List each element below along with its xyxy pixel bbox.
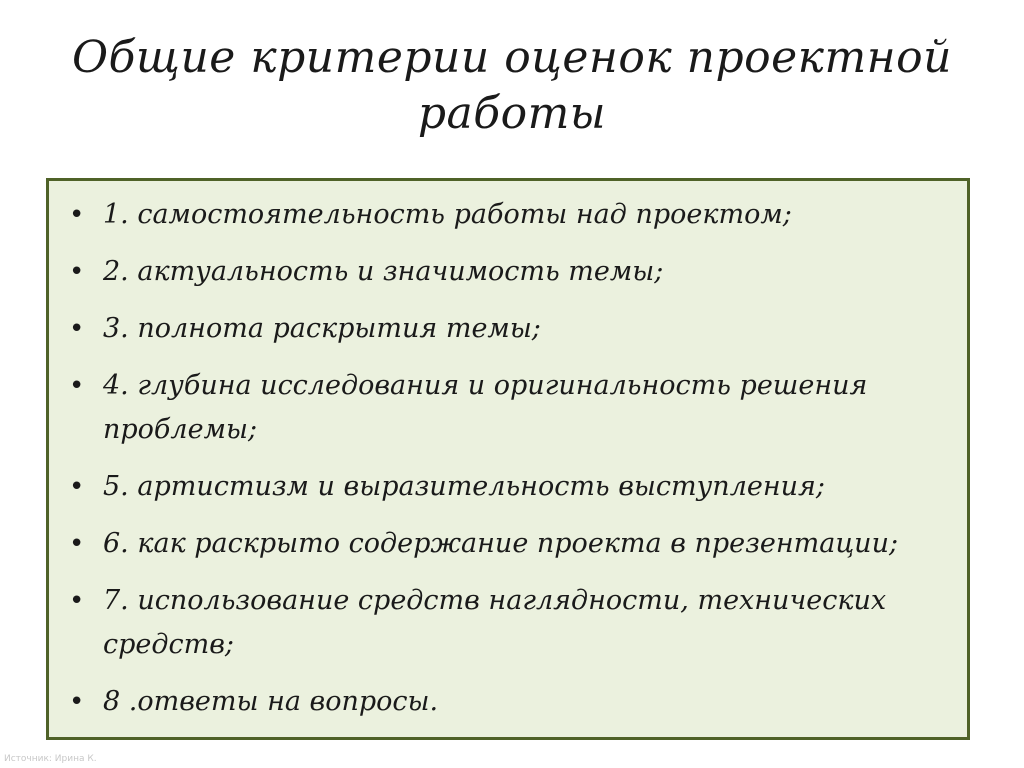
criteria-list — [49, 181, 967, 724]
bullet-icon: • — [69, 200, 85, 230]
list-item-text: 2. актуальность и значимость темы; — [103, 256, 664, 287]
slide-title: Общие критерии оценок проектной работы — [71, 32, 952, 139]
list-item-text: 1. самостоятельность работы над проектом; — [103, 199, 792, 230]
list-item-text: 3. полнота раскрытия темы; — [103, 313, 541, 344]
bullet-icon: • — [69, 257, 85, 287]
source-watermark: Источник: Ирина К. — [4, 754, 97, 764]
bullet-icon: • — [69, 586, 85, 616]
bullet-icon: • — [69, 314, 85, 344]
list-item-text: 8 .ответы на вопросы. — [103, 686, 439, 717]
bullet-icon: • — [69, 687, 85, 717]
list-item — [69, 250, 947, 294]
list-item-text: 7. использование средств наглядности, технических средств; — [103, 585, 887, 660]
list-item — [69, 680, 947, 724]
bullet-icon: • — [69, 371, 85, 401]
list-item — [69, 364, 947, 452]
list-item — [69, 307, 947, 351]
list-item-text: 6. как раскрыто содержание проекта в презентации; — [103, 528, 899, 559]
list-item-text: 5. артистизм и выразительность выступления; — [103, 471, 826, 502]
list-item — [69, 465, 947, 509]
list-item-text: 4. глубина исследования и оригинальность решения проблемы; — [103, 370, 868, 445]
list-item — [69, 579, 947, 667]
list-item — [69, 193, 947, 237]
list-item — [69, 522, 947, 566]
criteria-box — [46, 178, 970, 740]
bullet-icon: • — [69, 472, 85, 502]
bullet-icon: • — [69, 529, 85, 559]
